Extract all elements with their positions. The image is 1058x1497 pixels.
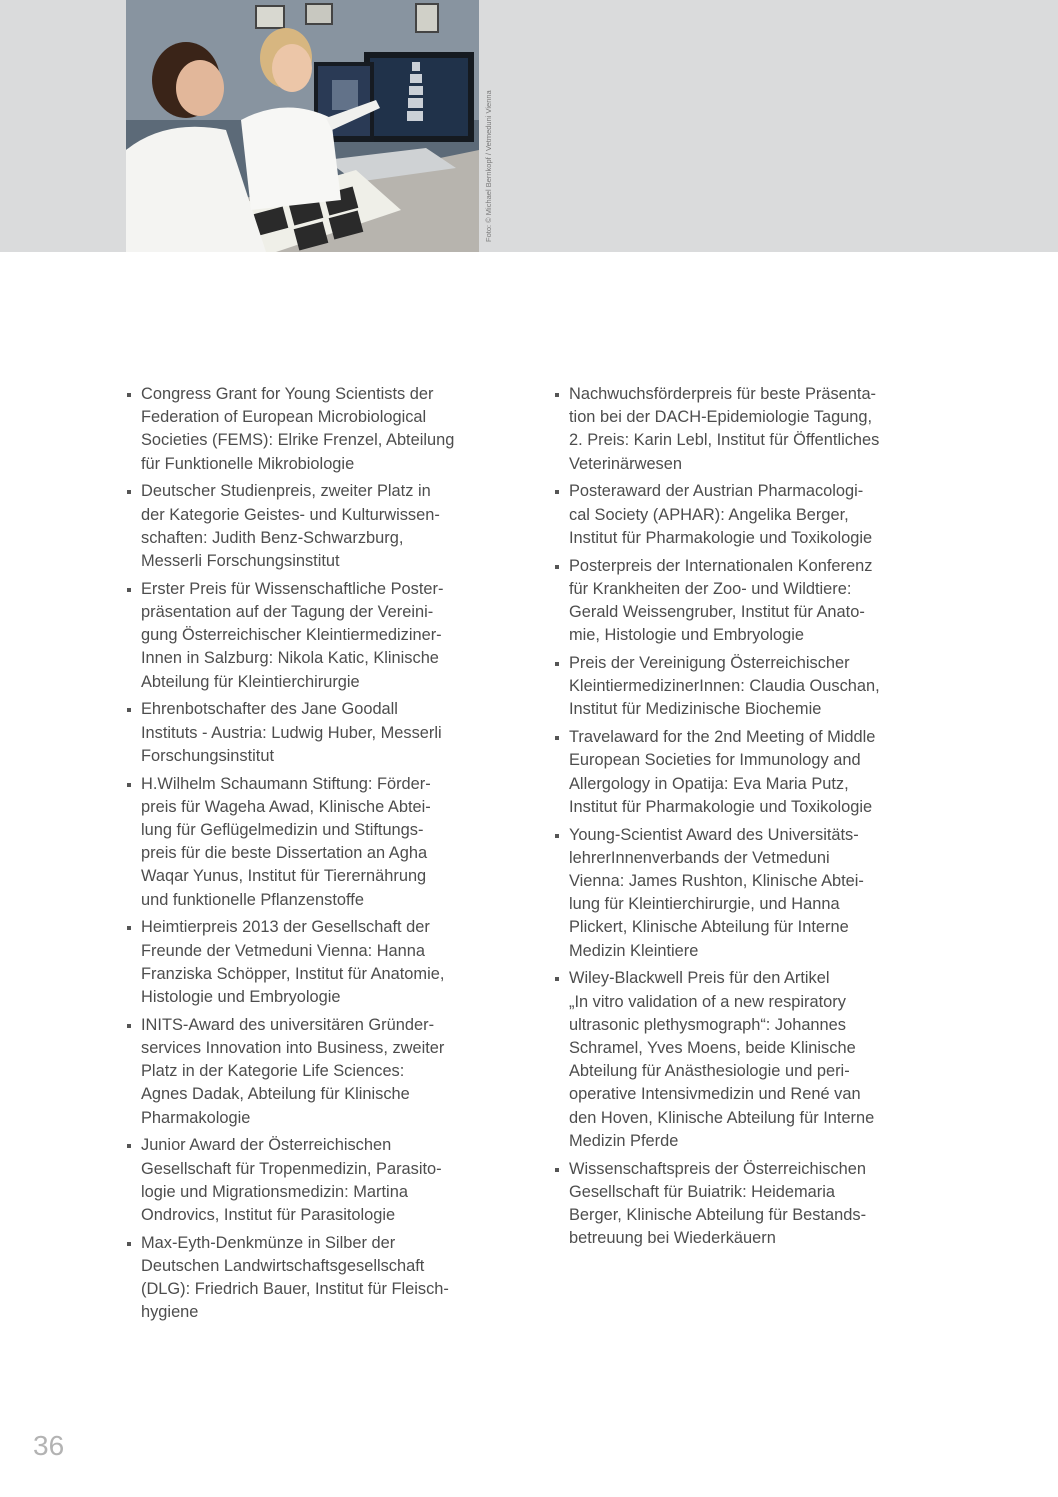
- bullet-icon: [127, 1242, 131, 1246]
- header-photo: [126, 0, 479, 252]
- bullet-icon: [555, 977, 559, 981]
- list-item: [127, 1014, 479, 1130]
- bullet-icon: [127, 588, 131, 592]
- bullet-icon: [127, 926, 131, 930]
- list-item: [127, 383, 479, 476]
- list-item: [555, 652, 915, 722]
- bullet-icon: [127, 1024, 131, 1028]
- bullet-icon: [127, 393, 131, 397]
- bullet-icon: [555, 490, 559, 494]
- list-item: [555, 383, 915, 476]
- bullet-icon: [555, 393, 559, 397]
- list-item-text: Posterpreis der Internationalen Konferenz für Krankheiten der Zoo- und Wildtiere: Gerald Weissengruber, Institut für Anato- mie, Histologie und Embryologie: [569, 556, 873, 645]
- bullet-icon: [127, 1144, 131, 1148]
- bullet-icon: [555, 736, 559, 740]
- list-item: [127, 1134, 479, 1227]
- list-item-text: Ehrenbotschafter des Jane Goodall Instituts - Austria: Ludwig Huber, Messerli Forschungsinstitut: [141, 700, 442, 765]
- list-item-text: Heimtierpreis 2013 der Gesellschaft der Freunde der Vetmeduni Vienna: Hanna Franziska Schöpper, Institut für Anatomie, Histologie und Embryologie: [141, 918, 445, 1007]
- list-item-text: Erster Preis für Wissenschaftliche Poster- präsentation auf der Tagung der Vereini- gung Österreichischer Kleintiermediziner- Innen in Salzburg: Nikola Katic, Klinische Abteilung für Kleintierchirurgie: [141, 579, 444, 691]
- awards-list-left: [127, 383, 479, 1329]
- list-item-text: H.Wilhelm Schaumann Stiftung: Förder- preis für Wageha Awad, Klinische Abtei- lung für Geflügelmedizin und Stiftungs- preis für die beste Dissertation an Agha Waqar Yunus, Institut für Tierernährung und funktionelle Pflanzenstoffe: [141, 774, 431, 909]
- list-item: [555, 1158, 915, 1251]
- list-item: [127, 578, 479, 694]
- list-item-text: INITS-Award des universitären Gründer- services Innovation into Business, zweiter Platz in der Kategorie Life Sciences: Agnes Dadak, Abteilung für Klinische Pharmakologie: [141, 1015, 445, 1127]
- list-item: [555, 726, 915, 819]
- list-item: [555, 555, 915, 648]
- page-number: 36: [33, 1430, 65, 1461]
- list-item-text: Wissenschaftspreis der Österreichischen Gesellschaft für Buiatrik: Heidemaria Berger, Klinische Abteilung für Bestands- betreuung bei Wiederkäuern: [569, 1159, 867, 1248]
- photo-illustration: [126, 0, 479, 252]
- list-item: [127, 1232, 479, 1325]
- list-item: [555, 824, 915, 963]
- list-item: [127, 480, 479, 573]
- list-item-text: Deutscher Studienpreis, zweiter Platz in der Kategorie Geistes- und Kulturwissen- schaften: Judith Benz-Schwarzburg, Messerli Forschungsinstitut: [141, 482, 440, 571]
- list-item-text: Travelaward for the 2nd Meeting of Middle European Societies for Immunology and Allergology in Opatija: Eva Maria Putz, Institut für Pharmakologie und Toxikologie: [569, 728, 876, 816]
- list-item-text: Posteraward der Austrian Pharmacologi- cal Society (APHAR): Angelika Berger, Institut für Pharmakologie und Toxikologie: [569, 482, 873, 547]
- list-item-text: Preis der Vereinigung Österreichischer KleintiermedizinerInnen: Claudia Ouschan, Institut für Medizinische Biochemie: [569, 654, 880, 719]
- list-item: [555, 480, 915, 550]
- list-item-text: Wiley-Blackwell Preis für den Artikel „In vitro validation of a new respiratory ultrasonic plethysmograph“: Johannes Schramel, Yves Moens, beide Klinische Abteilung für Anästhesiologie und peri- operative Intensivmedizin und René van den Hoven, Klinische Abteilung für Interne Medizin Pferde: [569, 969, 875, 1150]
- bullet-icon: [555, 565, 559, 569]
- bullet-icon: [127, 490, 131, 494]
- bullet-icon: [555, 1168, 559, 1172]
- list-item-text: Junior Award der Österreichischen Gesellschaft für Tropenmedizin, Parasito- logie und Migrationsmedizin: Martina Ondrovics, Institut für Parasitologie: [141, 1136, 442, 1225]
- bullet-icon: [127, 708, 131, 712]
- list-item: [127, 916, 479, 1009]
- list-item-text: Nachwuchsförderpreis für beste Präsenta- tion bei der DACH-Epidemiologie Tagung, 2. Preis: Karin Lebl, Institut für Öffentliches Veterinärwesen: [569, 385, 880, 473]
- list-item-text: Young-Scientist Award des Universitäts- lehrerInnenverbands der Vetmeduni Vienna: James Rushton, Klinische Abtei- lung für Kleintierchirurgie, und Hanna Plickert, Klinische Abteilung für Interne Medizin Kleintiere: [569, 825, 864, 960]
- list-item: [555, 967, 915, 1153]
- bullet-icon: [555, 834, 559, 838]
- list-item: [127, 773, 479, 912]
- list-item-text: Congress Grant for Young Scientists der Federation of European Microbiological Societies (FEMS): Elrike Frenzel, Abteilung für Funktionelle Mikrobiologie: [141, 385, 455, 473]
- bullet-icon: [555, 662, 559, 666]
- list-item-text: Max-Eyth-Denkmünze in Silber der Deutschen Landwirtschaftsgesellschaft (DLG): Friedrich Bauer, Institut für Fleisch- hygiene: [141, 1233, 449, 1322]
- bullet-icon: [127, 783, 131, 787]
- photo-credit: Foto: © Michael Bernkopf / Vetmeduni Vienna: [484, 90, 493, 242]
- awards-list-right: [555, 383, 915, 1255]
- list-item: [127, 698, 479, 768]
